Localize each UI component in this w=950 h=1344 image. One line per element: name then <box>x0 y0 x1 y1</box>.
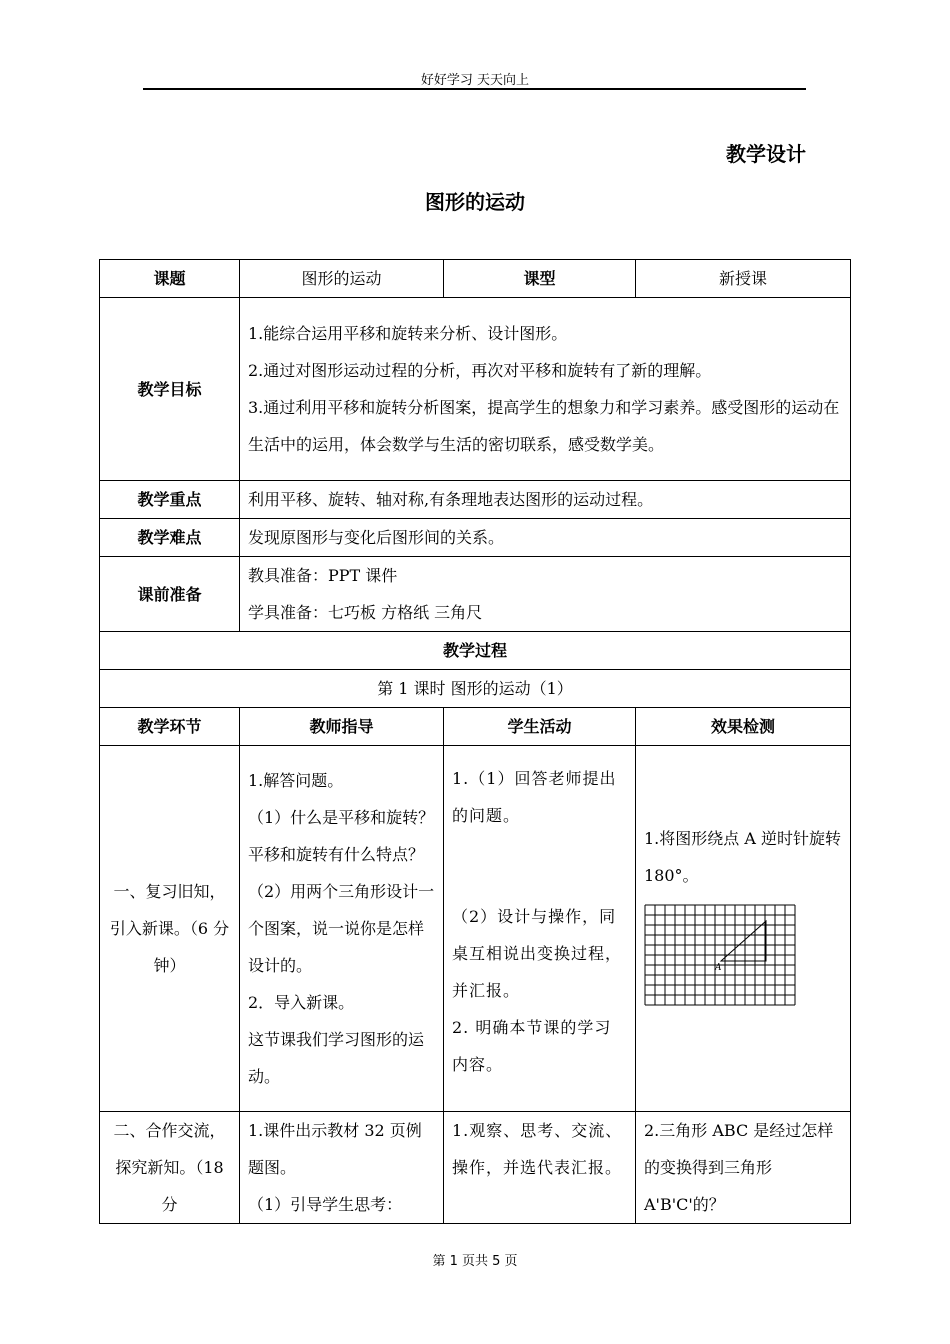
type-label: 课型 <box>444 260 636 298</box>
rotation-grid-figure <box>644 904 842 1019</box>
prep-row <box>100 557 851 632</box>
difficult-row <box>100 519 851 557</box>
stage-2-check: 2.三角形 ABC 是经过怎样的变换得到三角形 A'B'C'的？ <box>636 1112 851 1224</box>
topic-value: 图形的运动 <box>240 260 444 298</box>
page-header: 好好学习 天天向上 <box>420 73 530 88</box>
goals-content <box>240 298 851 481</box>
process-title: 教学过程 <box>100 632 851 670</box>
teacher-step: （2）用两个三角形设计一个图案，说一说你是怎样设计的。 <box>248 882 435 975</box>
check-question: 1.将图形绕点 A 逆时针旋转 180°。 <box>644 829 841 885</box>
col-header-student: 学生活动 <box>444 708 636 746</box>
stage-row-2 <box>100 1112 851 1224</box>
key-label: 教学重点 <box>100 481 240 519</box>
student-activity: （2）设计与操作，同桌互相说出变换过程，并汇报。 <box>452 907 623 1000</box>
topic-row <box>100 260 851 298</box>
stage-2-teacher <box>240 1112 444 1224</box>
goal-item: 1.能综合运用平移和旋转来分析、设计图形。 <box>248 324 568 343</box>
goal-item: 3.通过利用平移和旋转分析图案，提高学生的想象力和学习素养。感受图形的运动在生活中的运用，体会数学与生活的密切联系，感受数学美。 <box>248 398 840 454</box>
document-label: 教学设计 <box>726 142 806 166</box>
teacher-step: 1.课件出示教材 32 页例题图。 <box>248 1121 422 1177</box>
prep-label: 课前准备 <box>100 557 240 632</box>
lesson-label: 第 1 课时 图形的运动（1） <box>100 670 851 708</box>
goals-row <box>100 298 851 481</box>
stage-2-student: 1.观察、思考、交流、操作，并选代表汇报。 <box>444 1112 636 1224</box>
difficult-value: 发现原图形与变化后图形间的关系。 <box>240 519 851 557</box>
col-header-check: 效果检测 <box>636 708 851 746</box>
lesson-plan-table <box>99 259 851 1224</box>
col-header-teacher: 教师指导 <box>240 708 444 746</box>
key-row <box>100 481 851 519</box>
stage-1-label: 一、复习旧知，引入新课。（6 分钟） <box>100 746 240 1112</box>
prep-item: 学具准备：七巧板 方格纸 三角尺 <box>248 603 483 622</box>
col-header-stage: 教学环节 <box>100 708 240 746</box>
teacher-step: 2．导入新课。 <box>248 993 355 1012</box>
prep-item: 教具准备：PPT 课件 <box>248 566 398 585</box>
rotation-grid <box>644 904 796 1006</box>
column-header-row <box>100 708 851 746</box>
type-value: 新授课 <box>636 260 851 298</box>
teacher-step: （1）什么是平移和旋转？平移和旋转有什么特点？ <box>248 808 435 864</box>
process-title-row <box>100 632 851 670</box>
prep-content <box>240 557 851 632</box>
stage-1-student <box>444 746 636 1112</box>
difficult-label: 教学难点 <box>100 519 240 557</box>
stage-1-teacher <box>240 746 444 1112</box>
stage-2-label: 二、合作交流，探究新知。（18 分 <box>100 1112 240 1224</box>
teacher-step: （1）引导学生思考： <box>248 1195 403 1214</box>
page-footer: 第 1 页共 5 页 <box>432 1254 518 1269</box>
point-a-label: A <box>715 963 722 973</box>
teacher-step: 这节课我们学习图形的运动。 <box>248 1030 425 1086</box>
lesson-row <box>100 670 851 708</box>
student-activity: 2. 明确本节课的学习内容。 <box>452 1018 612 1074</box>
goals-label: 教学目标 <box>100 298 240 481</box>
key-value: 利用平移、旋转、轴对称,有条理地表达图形的运动过程。 <box>240 481 851 519</box>
stage-row-1 <box>100 746 851 1112</box>
stage-1-check <box>636 746 851 1112</box>
topic-label: 课题 <box>100 260 240 298</box>
student-activity: 1.（1）回答老师提出的问题。 <box>452 769 617 825</box>
goal-item: 2.通过对图形运动过程的分析，再次对平移和旋转有了新的理解。 <box>248 361 712 380</box>
header-divider <box>143 88 806 90</box>
document-title: 图形的运动 <box>425 190 525 214</box>
teacher-step: 1.解答问题。 <box>248 771 344 790</box>
